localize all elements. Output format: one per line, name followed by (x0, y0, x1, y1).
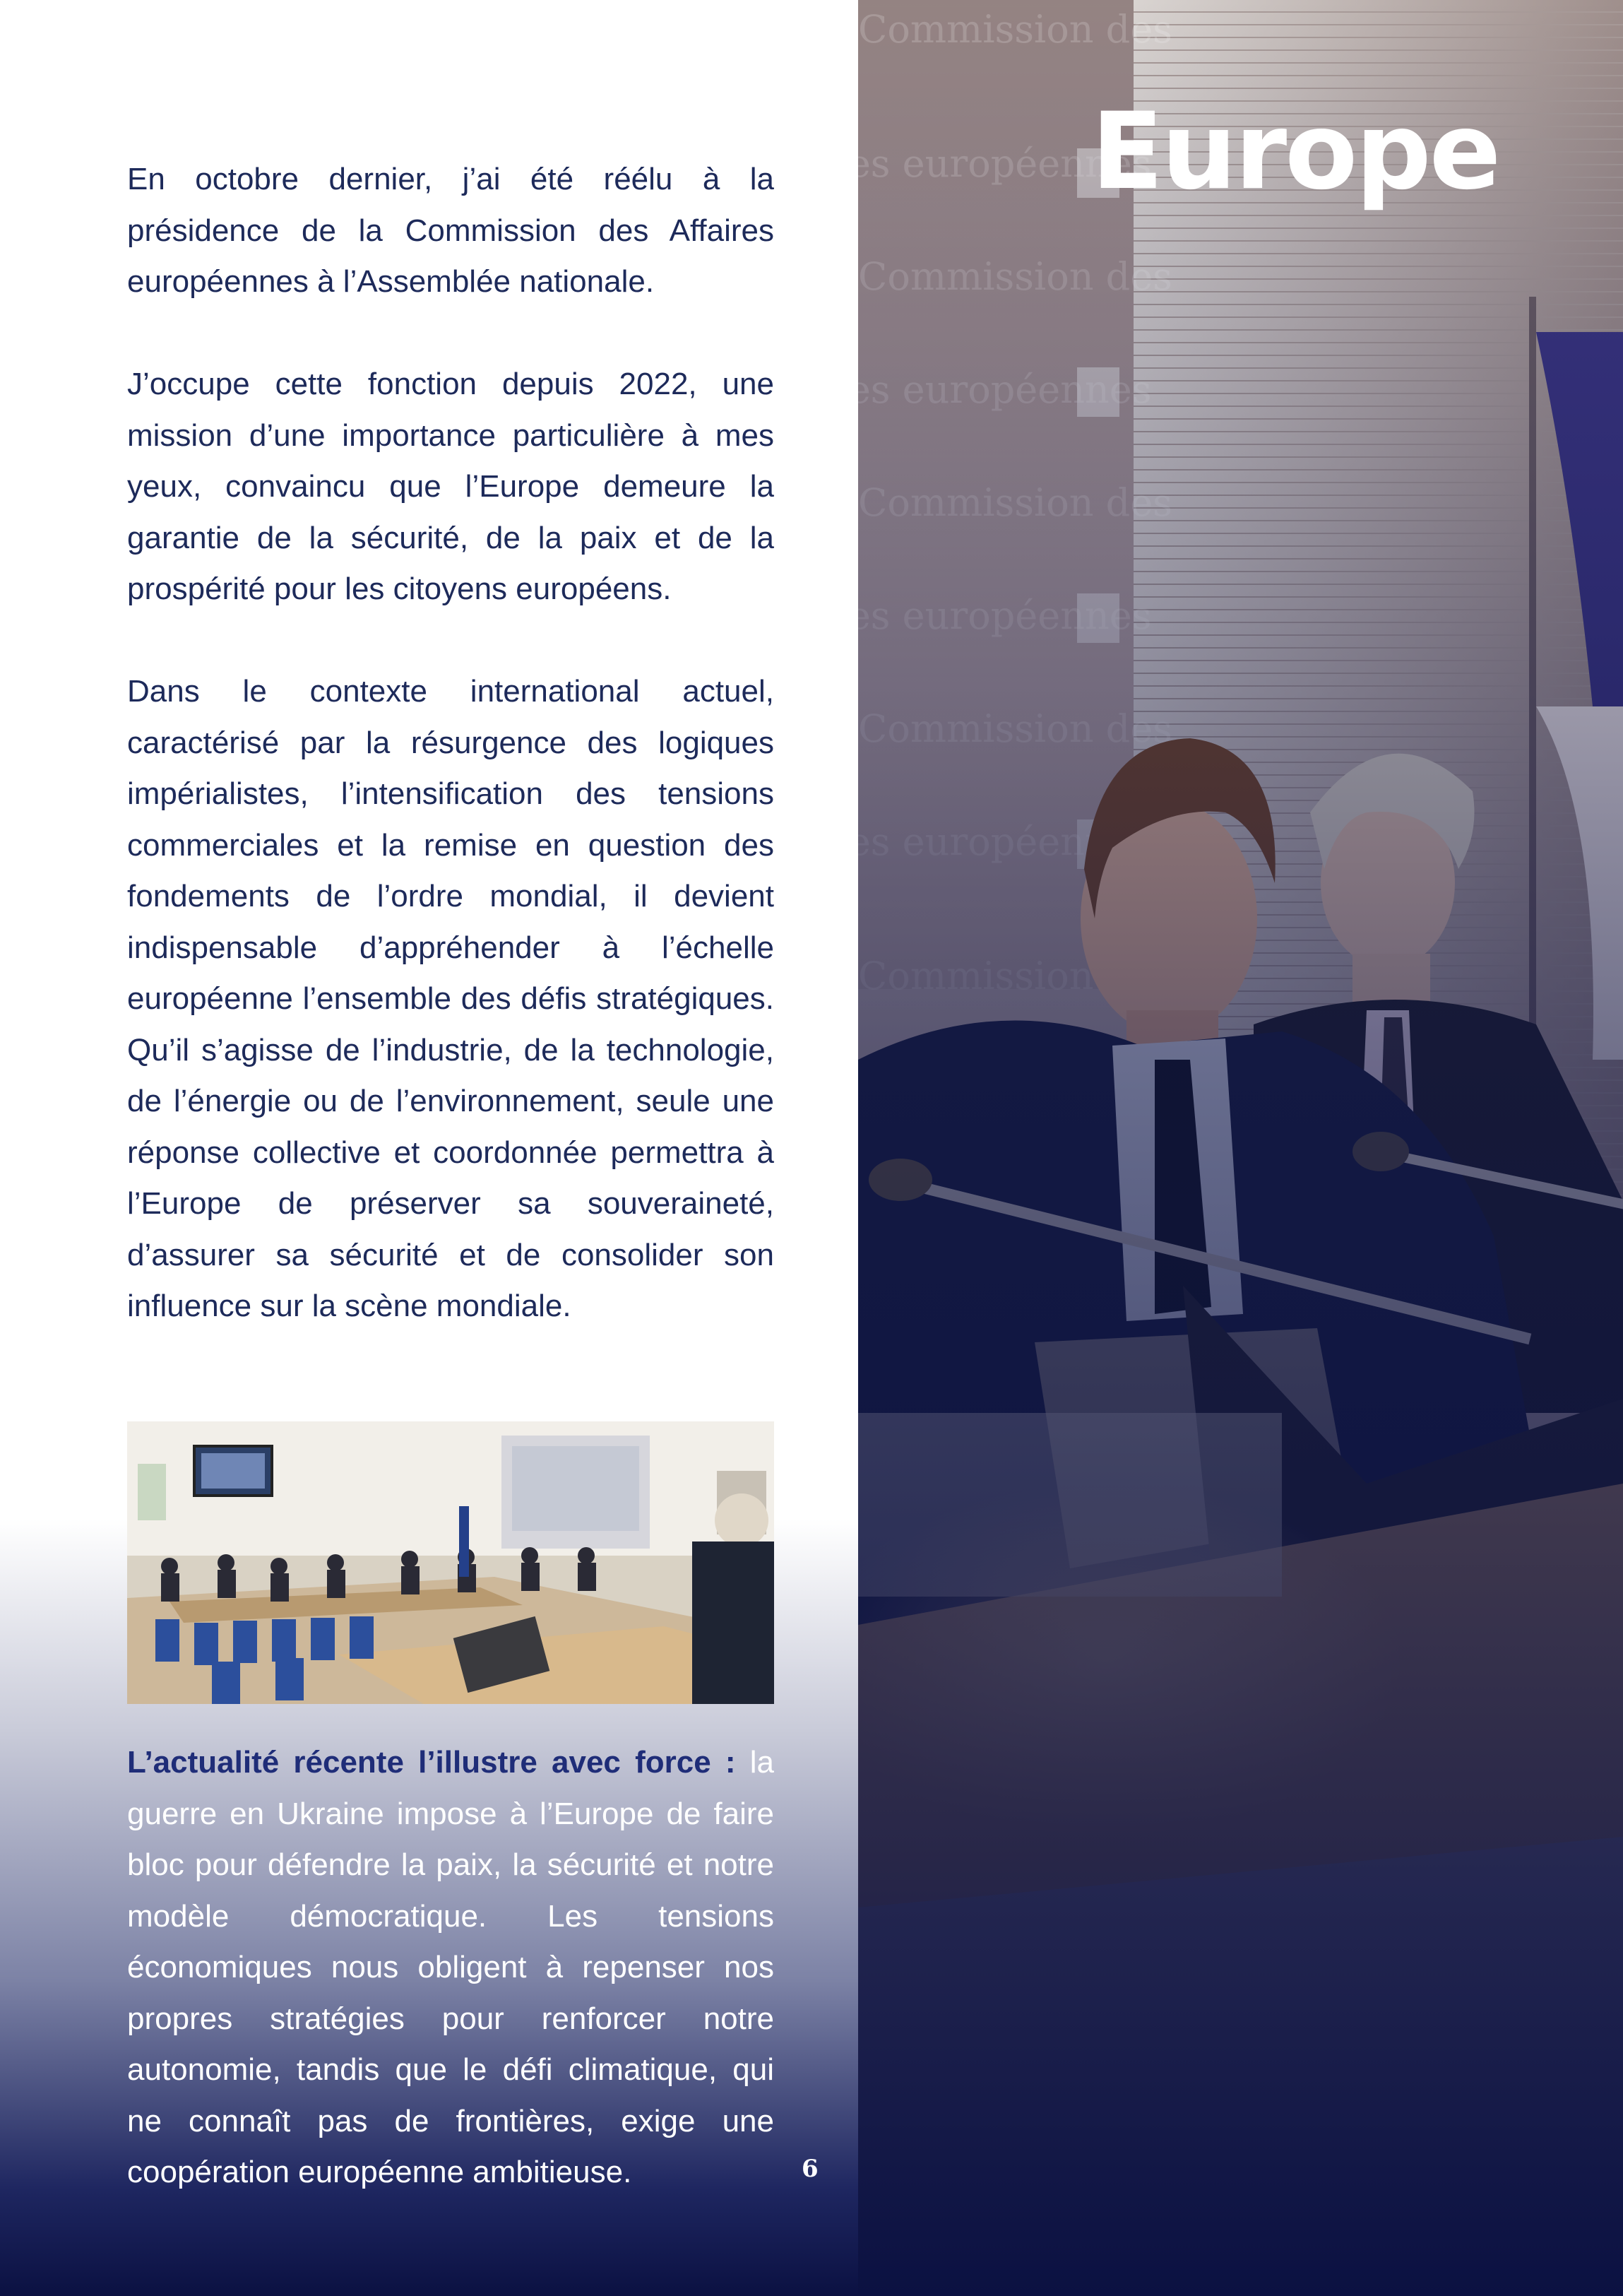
committee-meeting-photo (127, 1421, 774, 1704)
paragraph-current-events (127, 1737, 774, 2199)
committee-room-illustration (127, 1421, 774, 1704)
paragraph-lead: L’actualité récente l’illustre avec force : (127, 1745, 736, 1780)
page-number: 6 (802, 2155, 819, 2183)
right-column-photo (858, 0, 1623, 2296)
portrait-photo-illustration (858, 0, 1623, 2296)
section-title: Europe (1091, 90, 1499, 213)
paragraph-intro: En octobre dernier, j’ai été réélu à la présidence de la Commission des Affaires européennes à l’Assemblée nationale. (127, 162, 774, 299)
paragraph-body: la guerre en Ukraine impose à l’Europe de faire bloc pour défendre la paix, la sécurité et notre modèle démocratique. Les tensions économiques nous obligent à repenser nos propres stratégies pour renforcer notre autonomie, tandis que le défi climatique, qui ne connaît pas de frontières, exige une coopération européenne ambitieuse. (127, 1745, 774, 2189)
paragraph-context: Dans le contexte international actuel, caractérisé par la résurgence des logiques impérialistes, l’intensification des tensions commerciales et la remise en question des fondements de l’ordre mondial, il devient indispensable d’appréhender à l’échelle européenne l’ensemble des défis stratégiques. Qu’il s’agisse de l’industrie, de la technologie, de l’énergie ou de l’environnement, seule une réponse collective et coordonnée permettra à l’Europe de préserver sa souveraineté, d’assurer sa sécurité et de consolider son influence sur la scène mondiale. (127, 674, 774, 1323)
paragraph-mission: J’occupe cette fonction depuis 2022, une mission d’une importance particulière à mes yeux, convaincu que l’Europe demeure la garantie de la sécurité, de la paix et de la prospérité pour les citoyens européens. (127, 367, 774, 606)
